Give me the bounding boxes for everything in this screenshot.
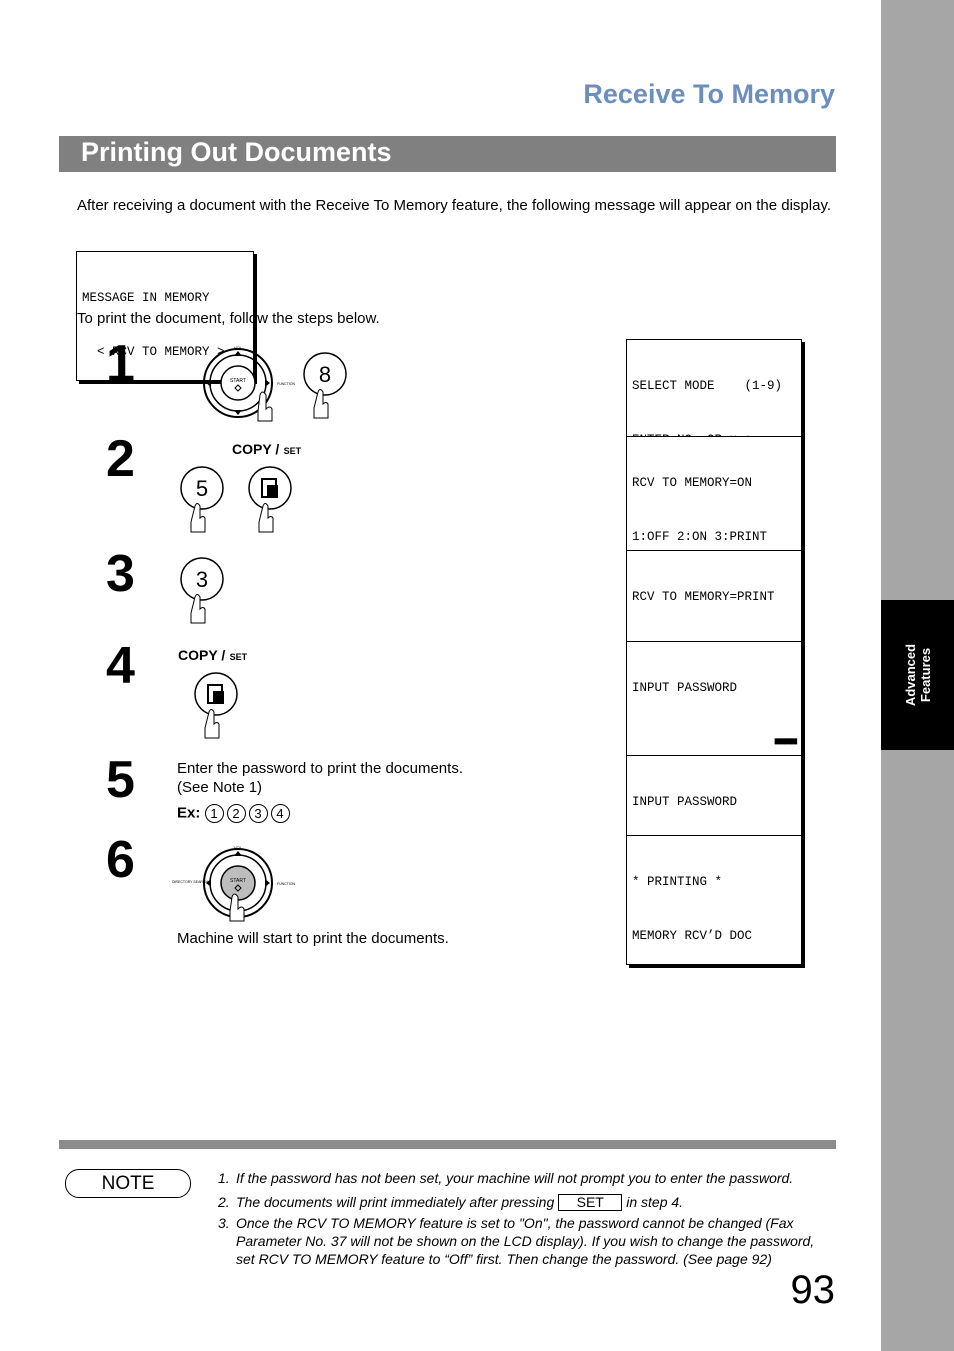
example-digit: 2 [227, 804, 246, 823]
note-text-before: The documents will print immediately after pressing [236, 1194, 555, 1210]
step-number: 1 [106, 335, 135, 393]
lcd-line: MESSAGE IN MEMORY [82, 291, 210, 305]
digit-key-8 [302, 350, 350, 420]
lcd-line: 1:OFF 2:ON 3:PRINT [632, 530, 768, 544]
step5-line2: (See Note 1) [177, 779, 263, 796]
step5-instruction [177, 759, 463, 797]
lcd-line: SELECT MODE (1-9) [632, 379, 783, 393]
note-number: 2. [218, 1194, 230, 1210]
chapter-tab-line1: Advanced [903, 643, 918, 707]
ex-label: Ex: [177, 804, 201, 822]
example-digit: 4 [271, 804, 290, 823]
intro-paragraph: After receiving a document with the Receive To Memory feature, the following message will appear on the display. [77, 197, 831, 214]
page-title: Receive To Memory [583, 79, 835, 109]
vol-label: VOL [233, 845, 243, 850]
lcd-line: RCV TO MEMORY=ON [632, 476, 753, 490]
step-number: 6 [106, 831, 135, 889]
step-number: 5 [106, 751, 135, 809]
start-label: START [230, 378, 246, 384]
digit-key-5 [178, 466, 226, 536]
digit-key-3 [178, 557, 226, 627]
section-header [59, 136, 836, 172]
copy-set-key-icon [192, 672, 240, 742]
key-label: 5 [195, 476, 209, 501]
example-digit: 3 [249, 804, 268, 823]
chapter-tab [881, 600, 954, 750]
vol-label: VOL [233, 345, 243, 350]
function-label: FUNCTION [276, 382, 296, 386]
lcd-display-step2 [626, 436, 802, 566]
note-text: If the password has not been set, your machine will not prompt you to enter the password. [236, 1170, 794, 1186]
lcd-line: RCV TO MEMORY=PRINT [632, 590, 775, 604]
page-number: 93 [790, 1268, 835, 1312]
set-label: SET [229, 652, 248, 662]
function-label: FUNCTION [276, 882, 296, 886]
start-label: START [230, 878, 246, 884]
copy-set-label [178, 647, 247, 665]
note-number: 1. [218, 1170, 230, 1186]
note-number: 3. [218, 1215, 230, 1231]
copy-set-label [232, 441, 301, 459]
step-number: 2 [106, 430, 135, 488]
note-text [236, 1193, 836, 1211]
start-keypad-icon [172, 843, 301, 923]
footer-divider [59, 1140, 836, 1149]
chapter-tab-label [903, 644, 933, 706]
follow-steps-text: To print the document, follow the steps below. [77, 310, 380, 327]
lcd-line: < RCV TO MEMORY > [82, 345, 225, 359]
note-text: Once the RCV TO MEMORY feature is set to "On", the password cannot be changed (Fax Parameter No. 37 will not be shown on the LCD display). If you wish to change the password, set RCV TO MEMORY feature to “Off” first. Then change the password. (See page 92) [236, 1215, 815, 1267]
key-label: 8 [318, 362, 332, 387]
set-label: SET [283, 446, 302, 456]
step5-line1: Enter the password to print the documents. [177, 760, 463, 777]
lcd-line: INPUT PASSWORD [632, 795, 738, 809]
step-number: 3 [106, 545, 135, 603]
lcd-line: * PRINTING * [632, 875, 723, 889]
lcd-line: ■■■■ [773, 735, 796, 749]
lcd-display-step4 [626, 641, 802, 771]
copy-set-key-icon [246, 466, 294, 536]
function-keypad-icon [172, 343, 301, 423]
chapter-tab-line2: Features [918, 647, 933, 703]
step6-result-text: Machine will start to print the documents. [177, 930, 449, 947]
note-badge: NOTE [65, 1169, 191, 1198]
lcd-line: INPUT PASSWORD [632, 681, 738, 695]
section-title: Printing Out Documents [81, 137, 392, 167]
lcd-display-step6 [626, 835, 802, 965]
example-digit: 1 [205, 804, 224, 823]
key-label: 3 [195, 567, 209, 592]
set-key-box: SET [558, 1194, 622, 1211]
password-example [177, 804, 293, 823]
copy-label: COPY / [178, 647, 226, 663]
directory-label: DIRECTORY SEARCH [172, 880, 208, 884]
note-text-after: in step 4. [626, 1194, 684, 1210]
directory-label: DIRECTORY SEARCH [172, 380, 208, 384]
lcd-line: MEMORY RCV’D DOC [632, 929, 753, 943]
step-number: 4 [106, 637, 135, 695]
copy-label: COPY / [232, 441, 280, 457]
